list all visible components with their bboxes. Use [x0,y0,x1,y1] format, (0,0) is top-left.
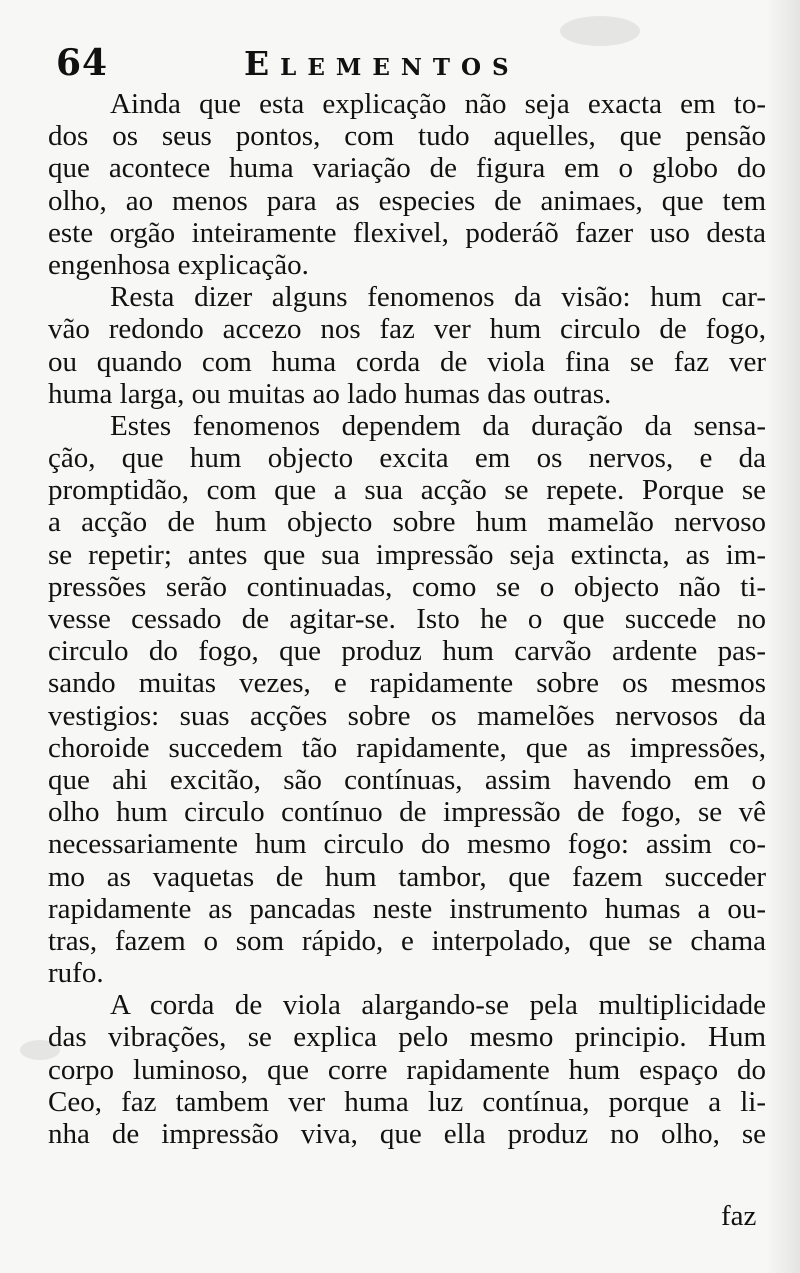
text-line: se repetir; antes que sua impressão seja extincta, as im- [48,538,766,571]
running-title: Elementos [244,44,520,83]
text-line: ção, que hum objecto excita em os nervos, e da [48,442,766,475]
text-line: corpo luminoso, que corre rapidamente hum espaço do [48,1053,766,1086]
page-number: 64 [56,42,109,84]
text-line: sando muitas vezes, e rapidamente sobre os mesmos [48,667,766,700]
text-line: Resta dizer alguns fenomenos da visão: hum car- [110,281,766,314]
text-line: choroide succedem tão rapidamente, que as impressões, [48,731,766,764]
text-line: das vibrações, se explica pelo mesmo principio. Hum [48,1021,766,1054]
text-line: olho hum circulo contínuo de impressão de fogo, se vê [48,796,766,829]
page-edge-shadow [766,0,800,1273]
text-line: ou quando com huma corda de viola fina se faz ver [48,345,766,378]
text-line: dos os seus pontos, com tudo aquelles, que pensão [48,120,766,153]
text-line: engenhosa explicação. [48,248,309,281]
text-line: pressões serão continuadas, como se o objecto não ti- [48,570,766,603]
text-line: vão redondo accezo nos faz ver hum circulo de fogo, [48,313,766,346]
text-line: A corda de viola alargando-se pela multiplicidade [110,989,766,1022]
text-line: vestigios: suas acções sobre os mamelões nervosos da [48,699,766,732]
text-line: Ceo, faz tambem ver huma luz contínua, porque a li- [48,1085,766,1118]
running-header [48,42,788,86]
text-line: que ahi excitão, são contínuas, assim havendo em o [48,763,766,796]
text-line: vesse cessado de agitar-se. Isto he o que succede no [48,603,766,635]
catchword: faz [721,1200,757,1232]
text-line: promptidão, com que a sua acção se repete. Porque se [48,474,766,507]
body-text [48,88,766,1150]
text-line: huma larga, ou muitas ao lado humas das outras. [48,377,612,410]
text-line: este orgão inteiramente flexivel, poderáõ fazer uso desta [48,216,766,249]
text-line: tras, fazem o som rápido, e interpolado, que se chama [48,924,766,957]
text-line: a acção de hum objecto sobre hum mamelão nervoso [48,506,766,539]
text-line: nha de impressão viva, que ella produz no olho, se [48,1118,766,1150]
text-line: olho, ao menos para as especies de animaes, que tem [48,184,766,217]
text-line: circulo do fogo, que produz hum carvão ardente pas- [48,635,766,668]
text-line: rufo. [48,957,104,990]
text-line: Estes fenomenos dependem da duração da sensa- [110,409,766,442]
text-line: Ainda que esta explicação não seja exacta em to- [110,88,766,120]
text-line: necessariamente hum circulo do mesmo fogo: assim co- [48,828,766,861]
text-line: rapidamente as pancadas neste instrumento humas a ou- [48,892,766,925]
text-line: que acontece huma variação de figura em o globo do [48,152,766,185]
text-line: mo as vaquetas de hum tambor, que fazem succeder [48,860,766,893]
